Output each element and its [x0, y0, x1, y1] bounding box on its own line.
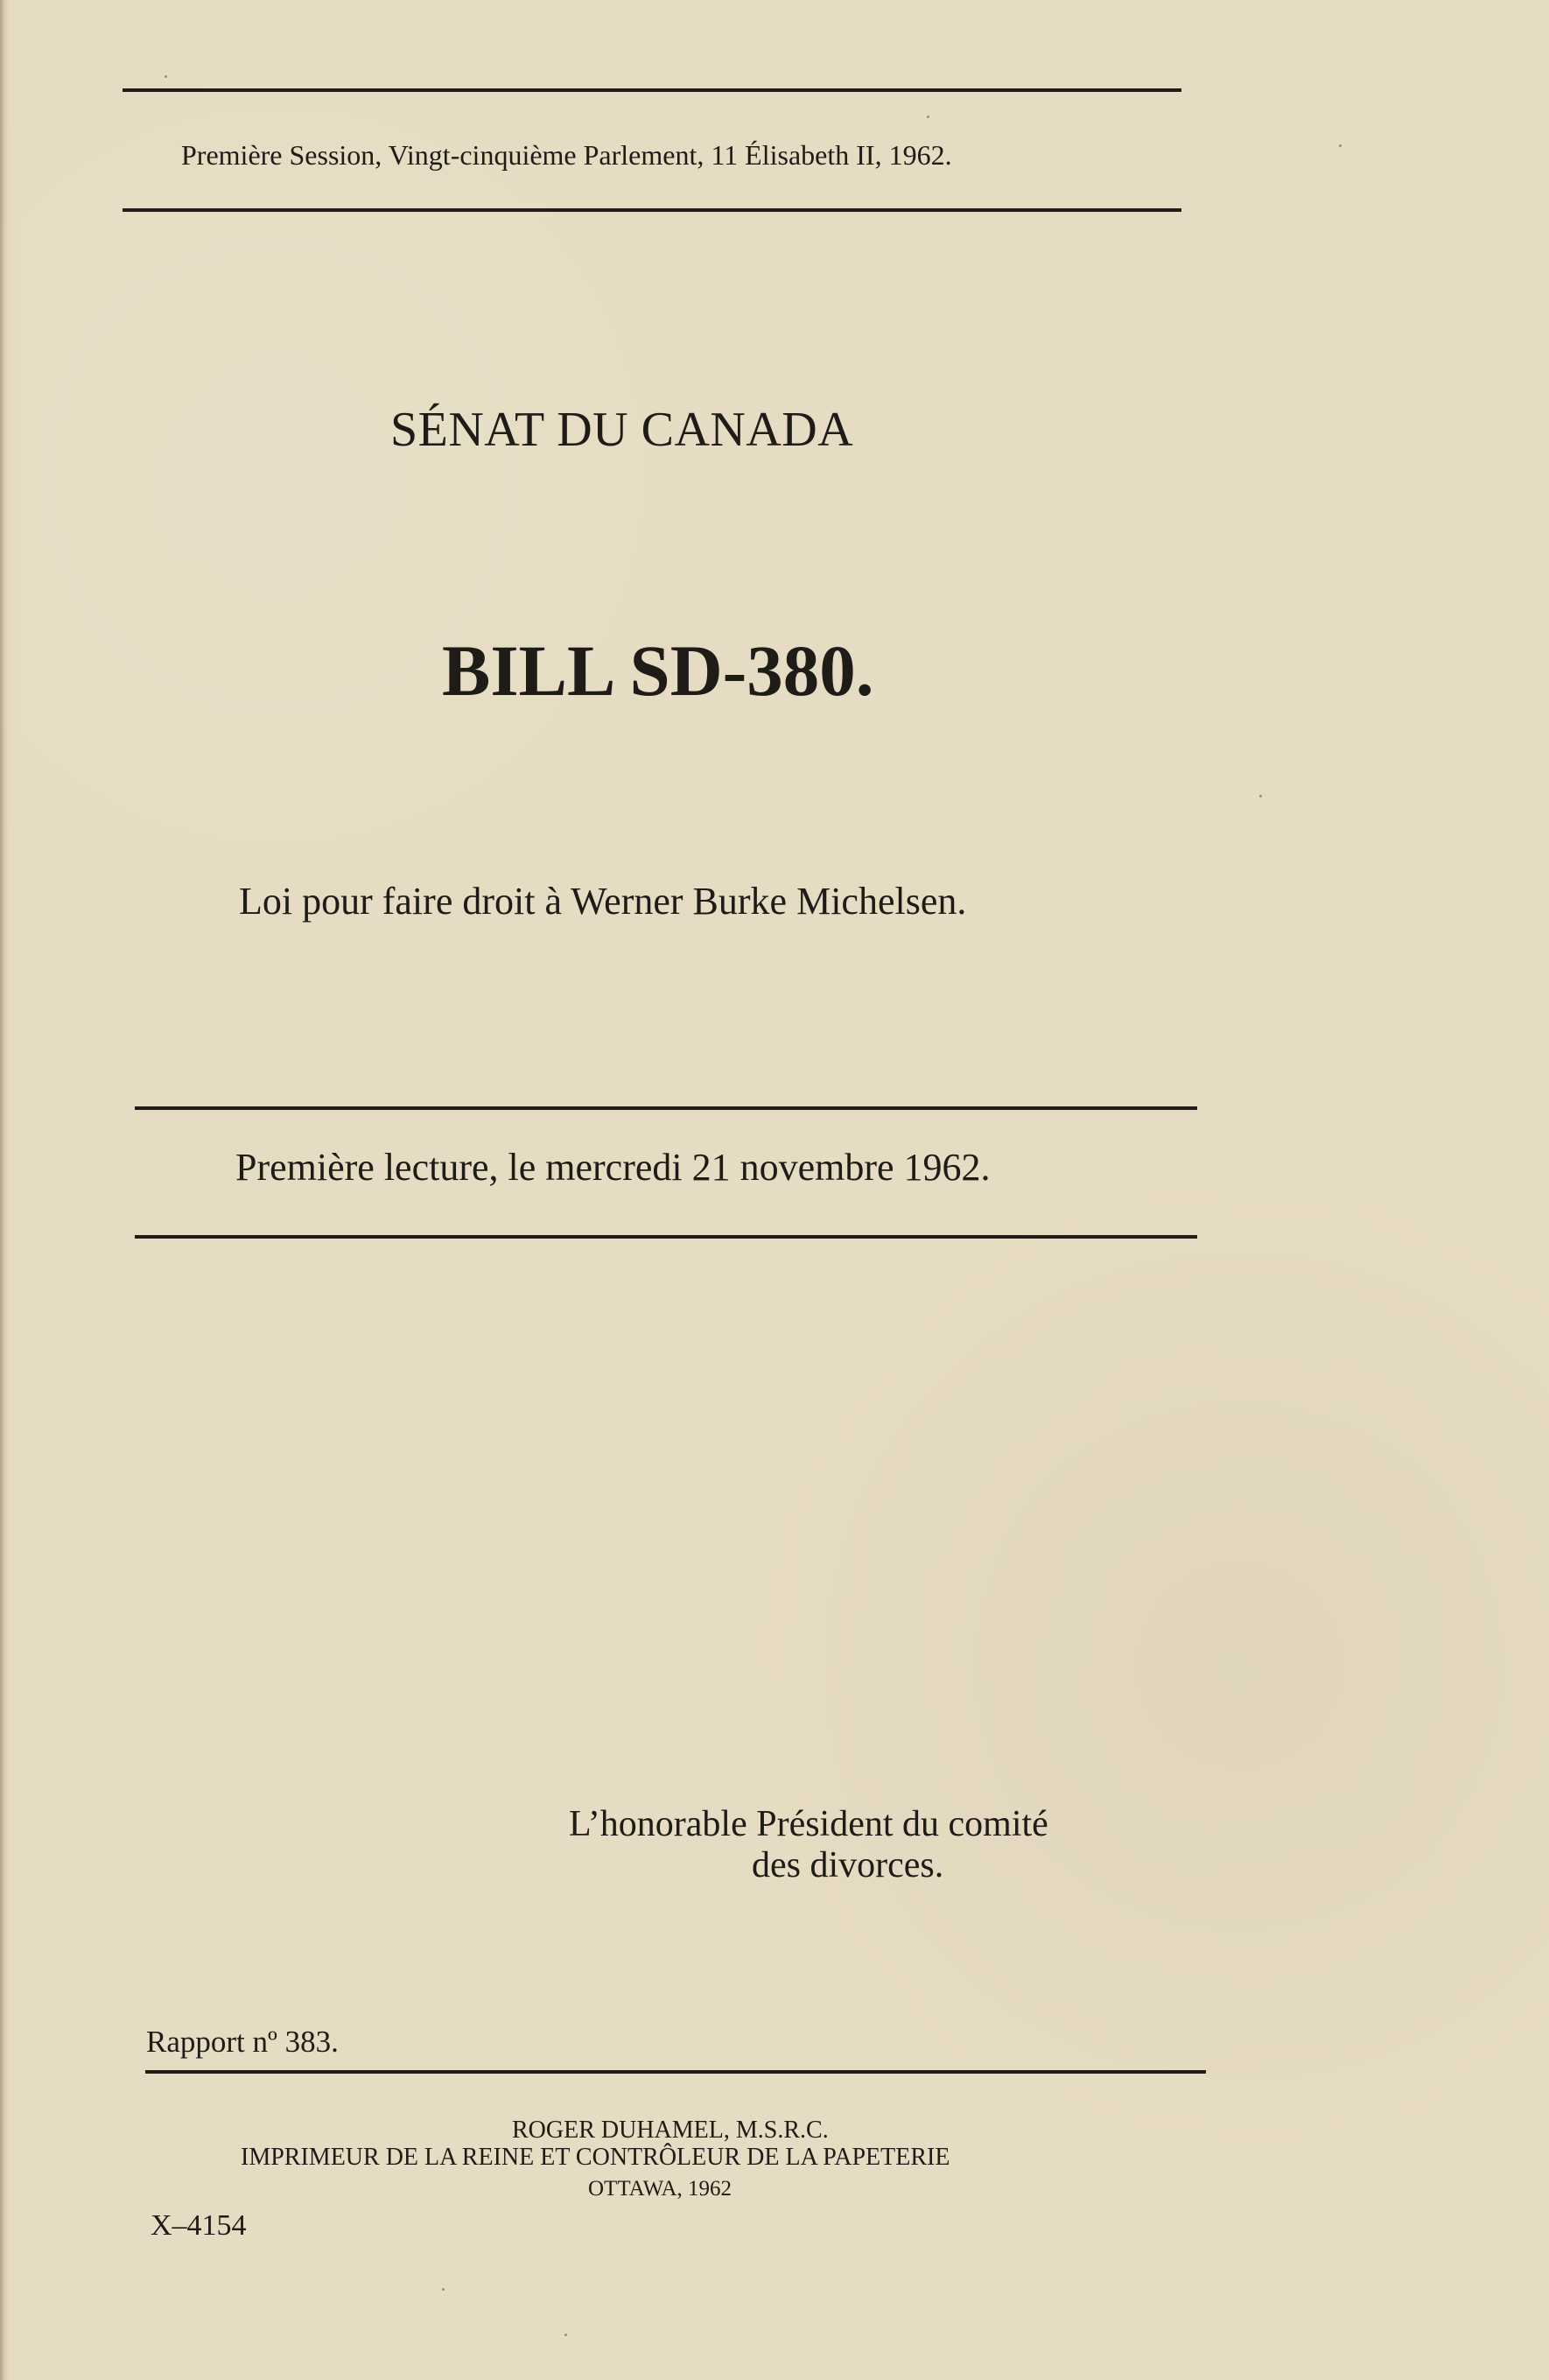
paper-speck — [1259, 795, 1262, 797]
paper-speck — [564, 2334, 567, 2336]
top-rule-2 — [123, 208, 1181, 212]
sponsor-line-2: des divorces. — [752, 1845, 944, 1885]
first-reading-line: Première lecture, le mercredi 21 novembre 1962. — [235, 1146, 991, 1189]
paper-speck — [1339, 144, 1342, 147]
printer-title: IMPRIMEUR DE LA REINE ET CONTRÔLEUR DE LA PAPETERIE — [241, 2144, 950, 2171]
sponsor-line-1: L’honorable Président du comité — [569, 1804, 1048, 1844]
footer-rule — [145, 2070, 1206, 2074]
printer-location: OTTAWA, 1962 — [588, 2177, 732, 2201]
institution-title: SÉNAT DU CANADA — [390, 403, 854, 457]
session-line: Première Session, Vingt-cinquième Parlement, 11 Élisabeth II, 1962. — [181, 139, 952, 171]
bill-number: BILL SD-380. — [442, 630, 874, 711]
top-rule-1 — [123, 88, 1181, 92]
paper-speck — [442, 2288, 445, 2291]
paper-speck — [165, 75, 167, 78]
page-spine-shadow — [0, 0, 9, 2380]
middle-rule-1 — [135, 1106, 1197, 1110]
middle-rule-2 — [135, 1235, 1197, 1239]
document-code: X–4154 — [151, 2209, 247, 2242]
report-number: Rapport nº 383. — [146, 2025, 339, 2059]
printer-name: ROGER DUHAMEL, M.S.R.C. — [512, 2117, 829, 2144]
bill-subtitle: Loi pour faire droit à Werner Burke Michelsen. — [239, 880, 967, 923]
paper-speck — [927, 116, 929, 118]
